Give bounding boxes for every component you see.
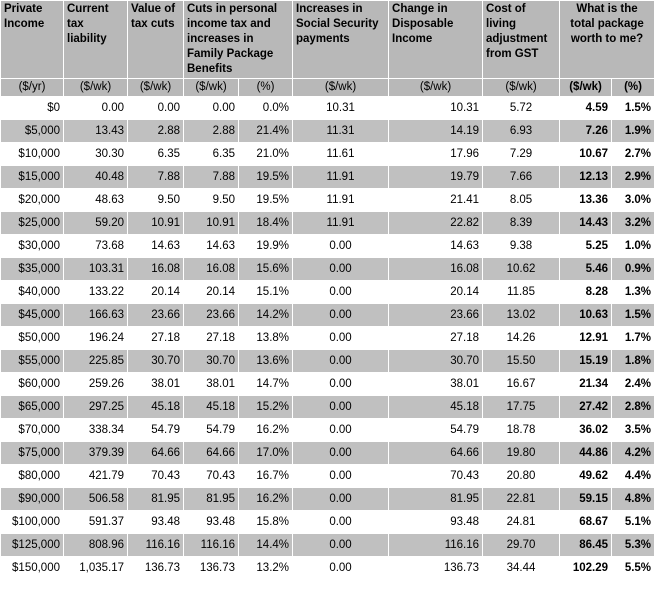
cell-private-income: $55,000 [1,350,64,373]
cell-cuts-dollars: 93.48 [184,511,239,534]
table-row [1,396,654,419]
cell-value-of-tax-cuts: 116.16 [128,534,184,557]
cell-private-income: $45,000 [1,304,64,327]
cell-social-security: 0.00 [293,304,389,327]
unit-social-security: ($/wk) [293,79,389,97]
cell-disposable-income: 14.19 [389,120,483,143]
cell-cost-of-living: 22.81 [483,488,560,511]
table-row [1,304,654,327]
cell-total-percent: 1.8% [612,350,654,373]
cell-cuts-percent: 16.2% [239,419,293,442]
cell-disposable-income: 21.41 [389,189,483,212]
cell-current-tax-liability: 59.20 [64,212,128,235]
unit-disposable-income: ($/wk) [389,79,483,97]
cell-social-security: 0.00 [293,350,389,373]
cell-total-percent: 2.9% [612,166,654,189]
table-row [1,373,654,396]
cell-disposable-income: 116.16 [389,534,483,557]
cell-private-income: $75,000 [1,442,64,465]
cell-cost-of-living: 20.80 [483,465,560,488]
cell-private-income: $150,000 [1,557,64,580]
cell-cuts-percent: 21.4% [239,120,293,143]
cell-cuts-dollars: 116.16 [184,534,239,557]
cell-private-income: $5,000 [1,120,64,143]
cell-private-income: $10,000 [1,143,64,166]
cell-cuts-dollars: 7.88 [184,166,239,189]
cell-current-tax-liability: 808.96 [64,534,128,557]
table-row [1,534,654,557]
cell-cuts-percent: 17.0% [239,442,293,465]
cell-social-security: 0.00 [293,442,389,465]
table-row [1,212,654,235]
cell-total-dollars: 21.34 [560,373,612,396]
cell-social-security: 11.91 [293,166,389,189]
cell-cost-of-living: 9.38 [483,235,560,258]
cell-disposable-income: 23.66 [389,304,483,327]
cell-current-tax-liability: 297.25 [64,396,128,419]
cell-cost-of-living: 10.62 [483,258,560,281]
cell-value-of-tax-cuts: 45.18 [128,396,184,419]
cell-total-percent: 1.0% [612,235,654,258]
cell-total-dollars: 5.25 [560,235,612,258]
cell-disposable-income: 93.48 [389,511,483,534]
cell-total-percent: 1.3% [612,281,654,304]
cell-social-security: 0.00 [293,327,389,350]
cell-total-percent: 2.7% [612,143,654,166]
cell-cuts-percent: 15.1% [239,281,293,304]
cell-total-percent: 0.9% [612,258,654,281]
unit-current-tax-liability: ($/wk) [64,79,128,97]
cell-value-of-tax-cuts: 23.66 [128,304,184,327]
table-row [1,557,654,580]
cell-cost-of-living: 16.67 [483,373,560,396]
cell-cuts-percent: 19.9% [239,235,293,258]
table-row [1,281,654,304]
cell-cost-of-living: 19.80 [483,442,560,465]
cell-value-of-tax-cuts: 16.08 [128,258,184,281]
cell-private-income: $70,000 [1,419,64,442]
cell-current-tax-liability: 196.24 [64,327,128,350]
cell-cost-of-living: 5.72 [483,97,560,120]
cell-private-income: $35,000 [1,258,64,281]
cell-value-of-tax-cuts: 0.00 [128,97,184,120]
cell-cuts-dollars: 2.88 [184,120,239,143]
cell-cost-of-living: 7.29 [483,143,560,166]
cell-total-dollars: 14.43 [560,212,612,235]
cell-cost-of-living: 6.93 [483,120,560,143]
table-row [1,143,654,166]
cell-cuts-dollars: 70.43 [184,465,239,488]
cell-total-percent: 2.8% [612,396,654,419]
cell-cuts-percent: 13.8% [239,327,293,350]
cell-cuts-percent: 14.2% [239,304,293,327]
cell-current-tax-liability: 379.39 [64,442,128,465]
cell-disposable-income: 136.73 [389,557,483,580]
table-body [1,97,654,580]
cell-total-percent: 2.4% [612,373,654,396]
cell-value-of-tax-cuts: 54.79 [128,419,184,442]
cell-value-of-tax-cuts: 14.63 [128,235,184,258]
cell-cuts-percent: 18.4% [239,212,293,235]
cell-cuts-dollars: 81.95 [184,488,239,511]
cell-current-tax-liability: 48.63 [64,189,128,212]
cell-private-income: $65,000 [1,396,64,419]
cell-total-percent: 5.1% [612,511,654,534]
cell-cost-of-living: 17.75 [483,396,560,419]
header-total-package-worth: What is the total package worth to me? [560,1,654,79]
cell-value-of-tax-cuts: 27.18 [128,327,184,350]
cell-private-income: $15,000 [1,166,64,189]
table-row [1,488,654,511]
cell-private-income: $80,000 [1,465,64,488]
cell-total-dollars: 59.15 [560,488,612,511]
header-cost-of-living-gst: Cost of living adjustment from GST [483,1,560,79]
cell-total-dollars: 5.46 [560,258,612,281]
cell-total-dollars: 13.36 [560,189,612,212]
cell-total-percent: 3.2% [612,212,654,235]
table-row [1,419,654,442]
table-row [1,235,654,258]
cell-current-tax-liability: 259.26 [64,373,128,396]
cell-cuts-percent: 13.6% [239,350,293,373]
cell-disposable-income: 14.63 [389,235,483,258]
cell-total-dollars: 4.59 [560,97,612,120]
cell-cost-of-living: 8.05 [483,189,560,212]
cell-cuts-percent: 15.8% [239,511,293,534]
cell-social-security: 0.00 [293,488,389,511]
cell-total-percent: 5.3% [612,534,654,557]
table-row [1,258,654,281]
cell-total-dollars: 49.62 [560,465,612,488]
cell-value-of-tax-cuts: 70.43 [128,465,184,488]
cell-total-percent: 1.5% [612,97,654,120]
unit-value-of-tax-cuts: ($/wk) [128,79,184,97]
cell-current-tax-liability: 338.34 [64,419,128,442]
cell-cuts-percent: 21.0% [239,143,293,166]
cell-disposable-income: 16.08 [389,258,483,281]
cell-cost-of-living: 11.85 [483,281,560,304]
cell-total-percent: 4.8% [612,488,654,511]
unit-total-percent: (%) [612,79,654,97]
cell-disposable-income: 22.82 [389,212,483,235]
cell-current-tax-liability: 13.43 [64,120,128,143]
cell-cuts-dollars: 10.91 [184,212,239,235]
cell-total-dollars: 12.13 [560,166,612,189]
cell-private-income: $0 [1,97,64,120]
cell-total-dollars: 44.86 [560,442,612,465]
cell-cuts-percent: 19.5% [239,189,293,212]
cell-social-security: 11.91 [293,189,389,212]
cell-value-of-tax-cuts: 81.95 [128,488,184,511]
cell-cuts-percent: 13.2% [239,557,293,580]
cell-social-security: 0.00 [293,511,389,534]
cell-cuts-dollars: 54.79 [184,419,239,442]
cell-cost-of-living: 15.50 [483,350,560,373]
cell-total-dollars: 8.28 [560,281,612,304]
cell-total-percent: 1.7% [612,327,654,350]
cell-cuts-dollars: 45.18 [184,396,239,419]
cell-disposable-income: 81.95 [389,488,483,511]
cell-total-dollars: 7.26 [560,120,612,143]
cell-cost-of-living: 29.70 [483,534,560,557]
cell-value-of-tax-cuts: 64.66 [128,442,184,465]
header-cuts-income-tax-family-benefits: Cuts in personal income tax and increases in Family Package Benefits [184,1,293,79]
table-row [1,189,654,212]
cell-disposable-income: 10.31 [389,97,483,120]
header-change-disposable-income: Change in Disposable Income [389,1,483,79]
table-row [1,120,654,143]
table-row [1,327,654,350]
cell-current-tax-liability: 506.58 [64,488,128,511]
cell-cuts-percent: 0.0% [239,97,293,120]
cell-cuts-percent: 16.7% [239,465,293,488]
cell-social-security: 0.00 [293,419,389,442]
cell-cuts-dollars: 23.66 [184,304,239,327]
cell-private-income: $20,000 [1,189,64,212]
cell-total-dollars: 10.63 [560,304,612,327]
cell-disposable-income: 64.66 [389,442,483,465]
cell-cuts-percent: 15.2% [239,396,293,419]
cell-value-of-tax-cuts: 30.70 [128,350,184,373]
cell-cuts-dollars: 38.01 [184,373,239,396]
cell-total-dollars: 27.42 [560,396,612,419]
cell-cost-of-living: 7.66 [483,166,560,189]
cell-private-income: $50,000 [1,327,64,350]
cell-social-security: 11.31 [293,120,389,143]
table-row [1,166,654,189]
cell-total-dollars: 68.67 [560,511,612,534]
header-value-of-tax-cuts: Value of tax cuts [128,1,184,79]
cell-value-of-tax-cuts: 2.88 [128,120,184,143]
cell-cost-of-living: 34.44 [483,557,560,580]
cell-total-dollars: 86.45 [560,534,612,557]
cell-cuts-dollars: 64.66 [184,442,239,465]
unit-cost-of-living: ($/wk) [483,79,560,97]
cell-social-security: 0.00 [293,396,389,419]
cell-social-security: 0.00 [293,235,389,258]
cell-current-tax-liability: 30.30 [64,143,128,166]
cell-total-percent: 3.5% [612,419,654,442]
cell-current-tax-liability: 133.22 [64,281,128,304]
table-row [1,511,654,534]
cell-current-tax-liability: 225.85 [64,350,128,373]
cell-social-security: 11.91 [293,212,389,235]
cell-value-of-tax-cuts: 6.35 [128,143,184,166]
cell-value-of-tax-cuts: 20.14 [128,281,184,304]
cell-private-income: $25,000 [1,212,64,235]
cell-social-security: 0.00 [293,465,389,488]
table-row [1,465,654,488]
cell-cuts-dollars: 27.18 [184,327,239,350]
unit-total-dollars: ($/wk) [560,79,612,97]
cell-disposable-income: 45.18 [389,396,483,419]
cell-total-percent: 4.4% [612,465,654,488]
cell-cost-of-living: 18.78 [483,419,560,442]
cell-total-dollars: 102.29 [560,557,612,580]
cell-total-dollars: 36.02 [560,419,612,442]
cell-cuts-percent: 14.4% [239,534,293,557]
cell-cuts-dollars: 136.73 [184,557,239,580]
cell-current-tax-liability: 0.00 [64,97,128,120]
cell-disposable-income: 38.01 [389,373,483,396]
header-current-tax-liability: Current tax liability [64,1,128,79]
cell-social-security: 0.00 [293,373,389,396]
cell-social-security: 0.00 [293,258,389,281]
cell-cuts-percent: 16.2% [239,488,293,511]
cell-value-of-tax-cuts: 7.88 [128,166,184,189]
cell-private-income: $90,000 [1,488,64,511]
cell-value-of-tax-cuts: 10.91 [128,212,184,235]
table-row [1,97,654,120]
cell-current-tax-liability: 591.37 [64,511,128,534]
cell-cuts-dollars: 20.14 [184,281,239,304]
cell-total-percent: 3.0% [612,189,654,212]
cell-value-of-tax-cuts: 38.01 [128,373,184,396]
cell-value-of-tax-cuts: 9.50 [128,189,184,212]
unit-cuts-dollars: ($/wk) [184,79,239,97]
cell-social-security: 0.00 [293,534,389,557]
table-row [1,350,654,373]
cell-cuts-dollars: 16.08 [184,258,239,281]
cell-cost-of-living: 14.26 [483,327,560,350]
cell-total-dollars: 10.67 [560,143,612,166]
cell-cost-of-living: 8.39 [483,212,560,235]
cell-value-of-tax-cuts: 136.73 [128,557,184,580]
cell-value-of-tax-cuts: 93.48 [128,511,184,534]
cell-current-tax-liability: 73.68 [64,235,128,258]
cell-cuts-dollars: 0.00 [184,97,239,120]
cell-current-tax-liability: 1,035.17 [64,557,128,580]
cell-social-security: 0.00 [293,281,389,304]
header-private-income: Private Income [1,1,64,79]
cell-social-security: 0.00 [293,557,389,580]
cell-total-percent: 1.5% [612,304,654,327]
cell-private-income: $60,000 [1,373,64,396]
cell-disposable-income: 20.14 [389,281,483,304]
cell-cuts-percent: 15.6% [239,258,293,281]
cell-cuts-percent: 19.5% [239,166,293,189]
cell-disposable-income: 70.43 [389,465,483,488]
cell-cuts-dollars: 14.63 [184,235,239,258]
cell-disposable-income: 17.96 [389,143,483,166]
cell-private-income: $125,000 [1,534,64,557]
cell-private-income: $40,000 [1,281,64,304]
cell-disposable-income: 19.79 [389,166,483,189]
cell-cuts-dollars: 9.50 [184,189,239,212]
cell-cost-of-living: 13.02 [483,304,560,327]
cell-current-tax-liability: 40.48 [64,166,128,189]
table-row [1,442,654,465]
cell-cuts-dollars: 30.70 [184,350,239,373]
unit-private-income: ($/yr) [1,79,64,97]
cell-current-tax-liability: 421.79 [64,465,128,488]
cell-total-percent: 1.9% [612,120,654,143]
cell-private-income: $100,000 [1,511,64,534]
cell-total-percent: 4.2% [612,442,654,465]
cell-cuts-percent: 14.7% [239,373,293,396]
cell-current-tax-liability: 166.63 [64,304,128,327]
cell-total-dollars: 15.19 [560,350,612,373]
cell-social-security: 10.31 [293,97,389,120]
header-social-security-increases: Increases in Social Security payments [293,1,389,79]
cell-disposable-income: 27.18 [389,327,483,350]
cell-total-dollars: 12.91 [560,327,612,350]
cell-social-security: 11.61 [293,143,389,166]
cell-cost-of-living: 24.81 [483,511,560,534]
cell-disposable-income: 30.70 [389,350,483,373]
cell-disposable-income: 54.79 [389,419,483,442]
cell-private-income: $30,000 [1,235,64,258]
unit-cuts-percent: (%) [239,79,293,97]
cell-current-tax-liability: 103.31 [64,258,128,281]
cell-total-percent: 5.5% [612,557,654,580]
cell-cuts-dollars: 6.35 [184,143,239,166]
